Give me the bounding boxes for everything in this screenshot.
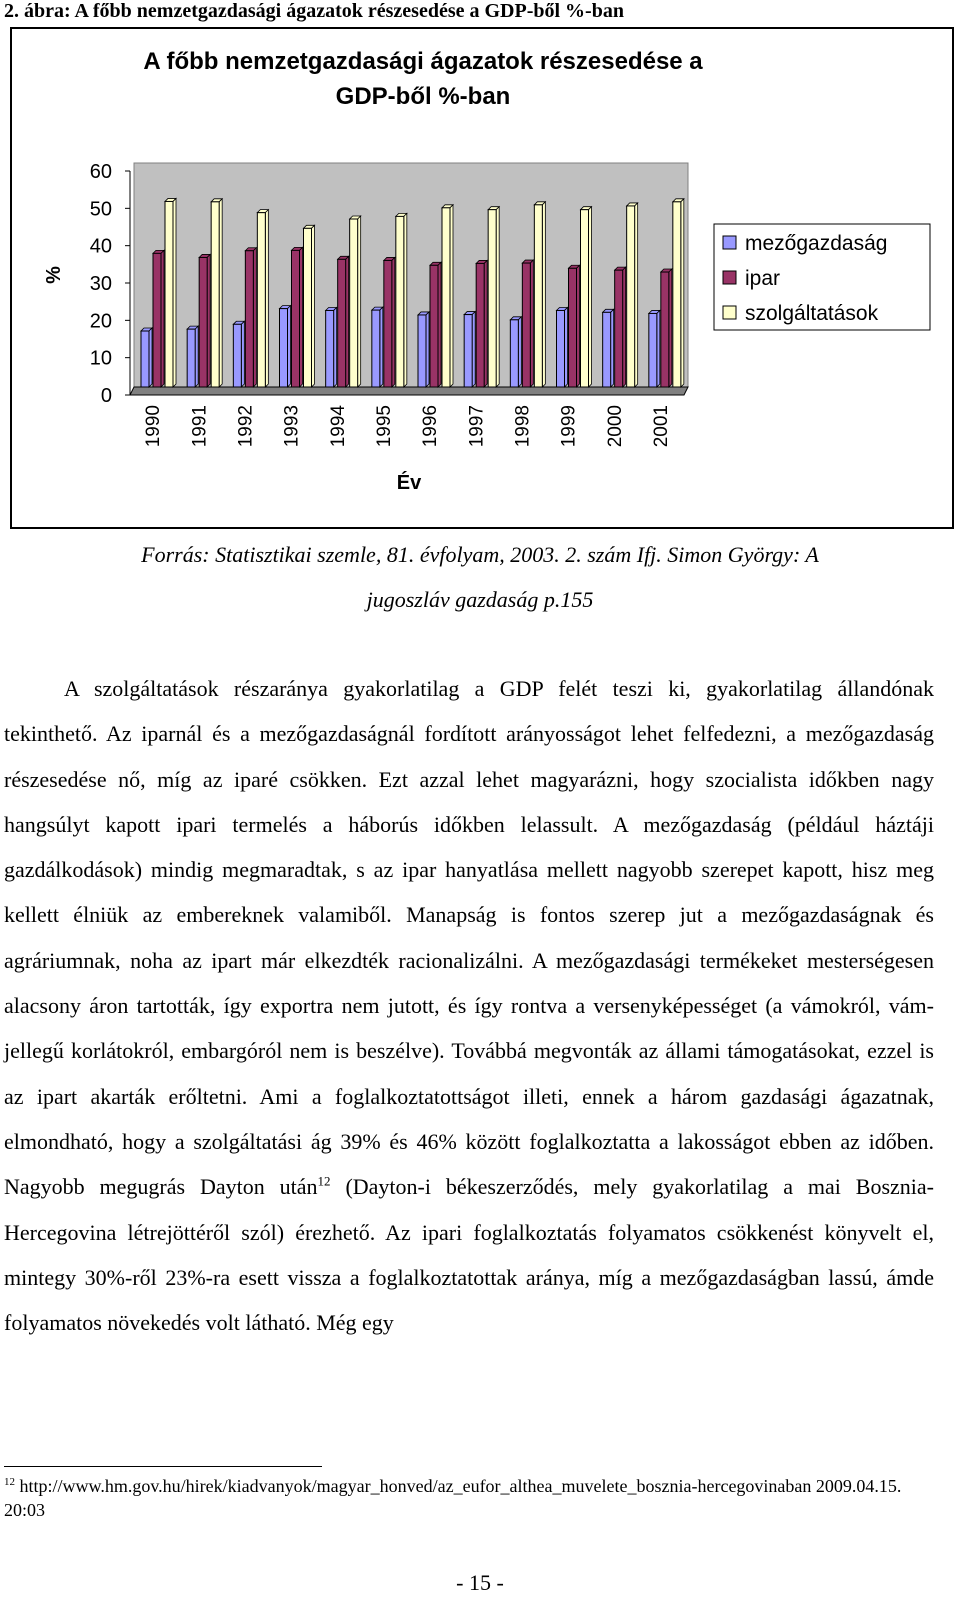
plot-floor (130, 387, 688, 395)
bar (257, 213, 265, 387)
y-tick-label: 40 (89, 235, 112, 258)
bar (153, 253, 161, 387)
bar (464, 315, 472, 387)
bar (350, 219, 358, 387)
bar (245, 251, 253, 387)
bar (280, 309, 288, 387)
x-tick-label: 1995 (373, 405, 395, 448)
bar (430, 265, 438, 387)
bar (510, 320, 518, 387)
bar (338, 259, 346, 387)
x-tick-label: 1992 (235, 405, 257, 448)
bar (522, 263, 530, 387)
y-axis-label: % (43, 266, 65, 284)
bar (372, 310, 380, 387)
x-tick-label: 2000 (604, 405, 626, 448)
footnote (4, 1474, 904, 1522)
figure-caption: 2. ábra: A főbb nemzetgazdasági ágazatok részesedése a GDP-ből %-ban (4, 0, 624, 22)
bar (326, 310, 334, 387)
bar (673, 202, 681, 387)
body-part-1: A szolgáltatások részaránya gyakorlatilag a GDP felét teszi ki, gyakorlatilag állandónak tekinthető. Az iparnál és a mezőgazdaságnál fordított arányosságot lehet felfedezni, a mezőgazdaság részesedése nő, míg az iparé csökken. Ezt azzal lehet magyarázni, hogy szocialista időkben nagy hangsúlyt kapott ipari termelés a háborús időkben lelassult. A mezőgazdaság (például háztáji gazdálkodások) mindig megmaradtak, s az ipar hanyatlása mellett nagyobb szerepet kapott, hisz meg kellett élniük az embereknek valamiből. Manapság is fontos szerep jut a mezőgazdaságnak és agráriumnak, noha az ipart már elkezdték racionalizálni. A mezőgazdasági termékeket mesterségesen alacsony áron tartották, így exportra nem jutott, és így rontva a versenyképességet (a vámokról, vám-jellegű korlátokról, embargóról nem is beszélve). Továbbá megvonták az állami támogatásokat, ezzel is az ipart akarták erőltetni. Ami a foglalkoztatottságot illeti, ennek a három gazdasági ágazatnak, elmondható, hogy a szolgáltatási ág 39% és 46% között foglalkoztatta a lakosságot ebben az időben. Nagyobb megugrás Dayton után (4, 676, 934, 1200)
y-tick-label: 20 (89, 310, 112, 333)
footnote-text: http://www.hm.gov.hu/hirek/kiadvanyok/magyar_honved/az_eufor_althea_muvelete_bosznia-hercegovinaban 2009.04.15. 20:03 (4, 1476, 902, 1520)
bar (292, 250, 300, 387)
footnote-separator (4, 1466, 322, 1467)
chart-title-line: A főbb nemzetgazdasági ágazatok részesedése a (143, 48, 703, 75)
source-line-1: Forrás: Statisztikai szemle, 81. évfolyam, 2003. 2. szám Ifj. Simon György: A (141, 542, 819, 567)
bar (627, 206, 635, 387)
y-tick-label: 10 (89, 347, 112, 370)
footnote-reference[interactable]: 12 (317, 1173, 331, 1189)
bar (534, 205, 542, 387)
legend-swatch (723, 271, 736, 284)
chart-frame (10, 27, 954, 529)
x-tick-label: 1994 (327, 405, 349, 448)
bar (615, 270, 623, 387)
page-number: - 15 - (456, 1570, 504, 1595)
bar-chart (12, 29, 952, 527)
bar (199, 257, 207, 387)
legend-label: szolgáltatások (745, 302, 879, 325)
bar (396, 216, 404, 387)
legend-label: ipar (745, 267, 781, 290)
y-tick-label: 0 (100, 385, 112, 407)
bar (418, 315, 426, 387)
bar (603, 312, 611, 387)
bar (141, 331, 149, 387)
figure-source (0, 532, 960, 622)
bar (165, 201, 173, 387)
x-tick-label: 1990 (143, 405, 165, 448)
legend-swatch (723, 236, 736, 249)
body-text (4, 666, 934, 1345)
x-tick-label: 1991 (189, 405, 211, 448)
body-paragraph (4, 666, 934, 1345)
source-line-2: jugoszláv gazdaság p.155 (366, 587, 594, 612)
x-axis-label: Év (396, 472, 422, 494)
bar (384, 260, 392, 387)
y-tick-label: 50 (89, 198, 112, 221)
bar (442, 208, 450, 387)
x-tick-label: 1996 (420, 405, 442, 448)
bar (661, 272, 669, 387)
chart-title-line: GDP-ből %-ban (335, 83, 511, 110)
bar (211, 202, 219, 387)
y-tick-label: 60 (89, 161, 112, 183)
bar (233, 324, 241, 387)
legend-label: mezőgazdaság (745, 232, 888, 255)
x-tick-label: 1997 (466, 405, 488, 448)
bar (569, 268, 577, 387)
bar (304, 228, 312, 387)
bar (557, 310, 565, 387)
x-tick-label: 1998 (512, 405, 534, 448)
footnote-number: 12 (4, 1476, 15, 1488)
y-tick-label: 30 (89, 273, 112, 295)
x-tick-label: 1999 (558, 405, 580, 448)
x-tick-label: 2001 (650, 405, 672, 448)
bar (488, 210, 496, 387)
x-tick-label: 1993 (281, 405, 303, 448)
bar (649, 313, 657, 387)
legend-swatch (723, 306, 736, 319)
bar (187, 329, 195, 387)
bar (581, 210, 589, 387)
bar (476, 263, 484, 387)
body-part-2: (Dayton-i békeszerződés, mely gyakorlatilag a mai Bosznia-Hercegovina létrejöttéről szól) érezhető. Az ipari foglalkoztatás folyamatos csökkenést könyvelt el, mintegy 30%-ről 23%-ra esett vissza a foglalkoztatottak aránya, míg a mezőgazdaságban lassú, ámde folyamatos növekedés volt látható. Még egy (4, 1174, 934, 1336)
